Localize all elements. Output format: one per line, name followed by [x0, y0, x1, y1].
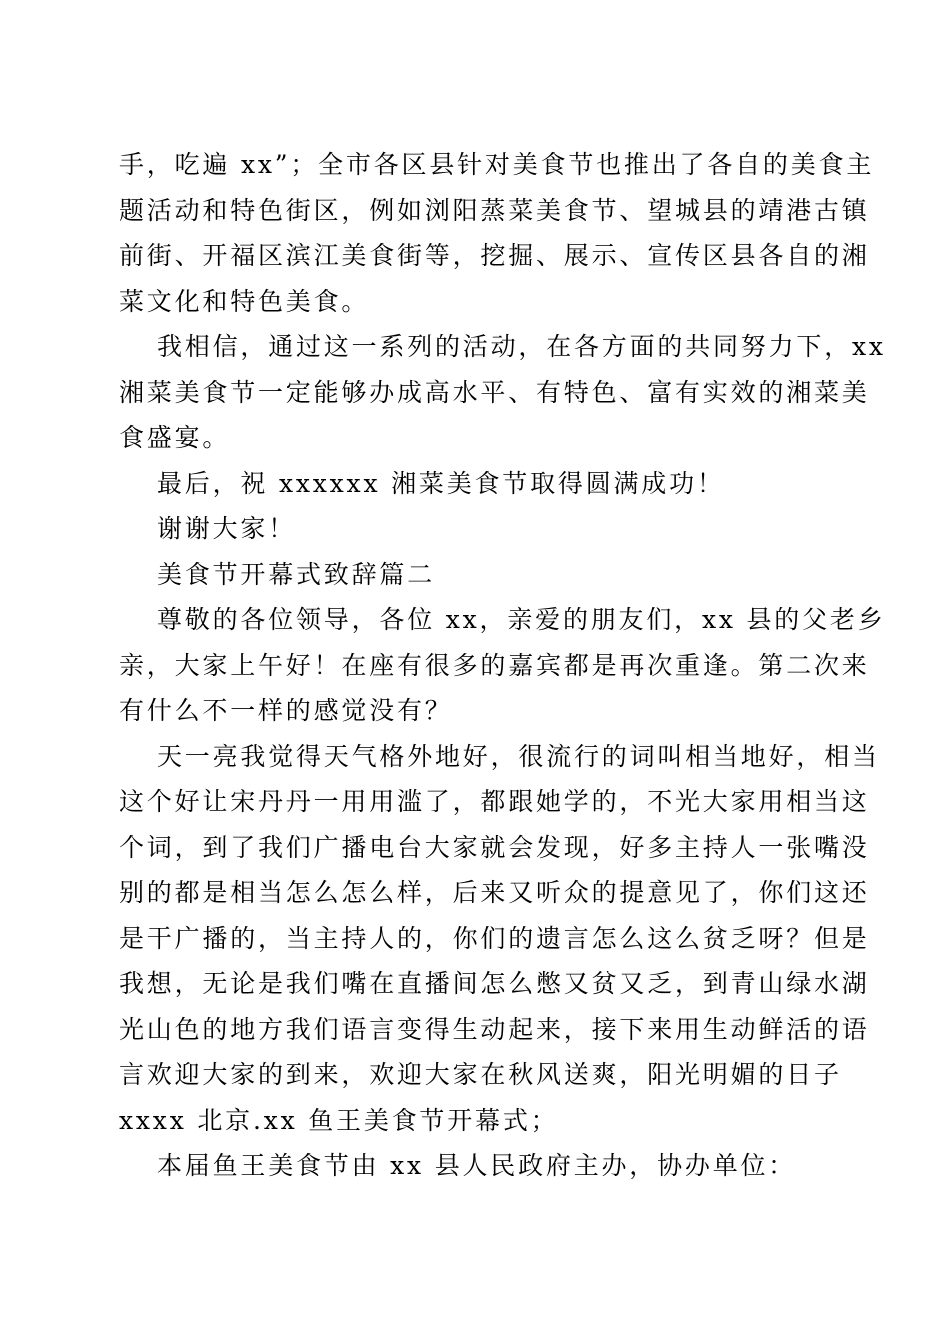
text-line: 天一亮我觉得天气格外地好，很流行的词叫相当地好，相当 — [157, 741, 880, 771]
text-line: 前街、开福区滨江美食街等，挖掘、展示、宣传区县各自的湘 — [119, 241, 870, 270]
text-line: 我相信，通过这一系列的活动，在各方面的共同努力下，xx — [157, 332, 886, 361]
text-line: 尊敬的各位领导，各位 xx，亲爱的朋友们，xx 县的父老乡 — [157, 605, 886, 634]
text-line: 是干广播的，当主持人的，你们的遗言怎么这么贫乏呀？但是 — [119, 923, 870, 953]
text-line: 言欢迎大家的到来，欢迎大家在秋风送爽，阳光明媚的日子 — [119, 1060, 842, 1089]
text-line: 最后，祝 xxxxxx 湘菜美食节取得圆满成功！ — [157, 468, 725, 498]
text-line: 有什么不一样的感觉没有？ — [119, 696, 453, 725]
text-line: 光山色的地方我们语言变得生动起来，接下来用生动鲜活的语 — [119, 1014, 870, 1044]
text-line: 食盛宴。 — [119, 423, 231, 452]
text-line: 本届鱼王美食节由 xx 县人民政府主办，协办单位： — [157, 1151, 797, 1180]
text-line: 亲，大家上午好！在座有很多的嘉宾都是再次重逢。第二次来 — [119, 650, 870, 680]
section-heading: 美食节开幕式致辞篇二 — [157, 559, 436, 589]
text-line: 别的都是相当怎么怎么样，后来又听众的提意见了，你们这还 — [119, 878, 870, 907]
text-line: 个词，到了我们广播电台大家就会发现，好多主持人一张嘴没 — [119, 832, 870, 862]
text-line: 这个好让宋丹丹一用用滥了，都跟她学的，不光大家用相当这 — [119, 787, 870, 816]
text-line: xxxx 北京.xx 鱼王美食节开幕式； — [119, 1105, 559, 1135]
text-line: 菜文化和特色美食。 — [119, 286, 370, 316]
text-line: 湘菜美食节一定能够办成高水平、有特色、富有实效的湘菜美 — [119, 377, 870, 407]
text-line: 我想，无论是我们嘴在直播间怎么憋又贫又乏，到青山绿水湖 — [119, 969, 870, 998]
text-line: 谢谢大家！ — [157, 514, 297, 543]
text-line: 手，吃遍 xx”；全市各区县针对美食节也推出了各自的美食主 — [119, 150, 875, 179]
document-body — [119, 142, 886, 1189]
text-line: 题活动和特色街区，例如浏阳蒸菜美食节、望城县的靖港古镇 — [119, 195, 870, 225]
